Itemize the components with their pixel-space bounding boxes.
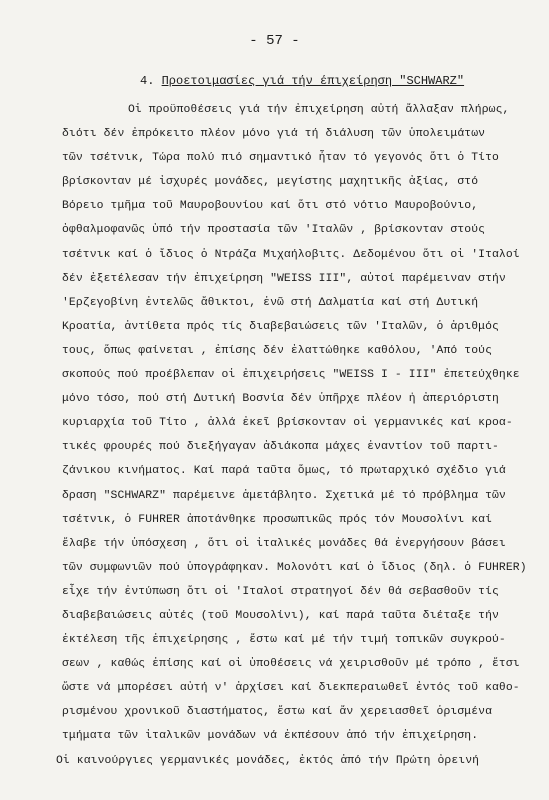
- text-line: διότι δέν ἐπρόκειτο πλέον μόνο γιά τή διάλυση τῶν ὑπολειμάτων: [62, 128, 486, 141]
- text-line: σεων , καθώς ἐπίσης καί οἱ ὑποθέσεις νά χειρισθοῦν μέ τρόπο , ἔτσι: [62, 658, 520, 671]
- section-heading: [140, 74, 464, 88]
- section-index: 4.: [140, 74, 155, 88]
- text-line: Βόρειο τμῆμα τοῦ Μαυροβουνίου καί ὅτι στό νότιο Μαυροβούνιο,: [62, 200, 479, 213]
- text-line: ἐκτέλεση τῆς ἐπιχείρησης , ἔστω καί μέ τήν τιμή τοπικῶν συγκρού-: [62, 634, 506, 647]
- section-title: Προετοιμασίες γιά τήν έπιχείρηση "SCHWARZ": [161, 74, 465, 88]
- text-line: μόνο τόσο, πού στή Δυτική Βοσνία δέν ὑπῆρχε πλέον ἡ ἀπεριόριστη: [62, 393, 499, 406]
- text-line: ἔλαβε τήν ὑπόσχεση , ὅτι οἱ ἰταλικές μονάδες θά ἐνεργήσουν βάσει: [62, 537, 506, 550]
- text-line: τῶν τσέτνικ, Τώρα πολύ πιό σημαντικό ἦταν τό γεγονός ὅτι ὁ Τίτο: [62, 152, 499, 165]
- text-line: τμήματα τῶν ἰταλικῶν μονάδων νά ἐκπέσουν ἀπό τήν ἐπιχείρηση.: [62, 730, 479, 743]
- text-line: ὀφθαλμοφανῶς ὑπό τήν προστασία τῶν 'Ιταλῶν , βρίσκονταν στούς: [62, 224, 486, 237]
- text-line: ζάνικου κινήματος. Καί παρά ταῦτα ὅμως, τό πρωταρχικό σχέδιο γιά: [62, 465, 506, 478]
- text-line: Κροατία, ἀντίθετα πρός τίς διαβεβαιώσεις τῶν 'Ιταλῶν, ὁ ἀριθμός: [62, 320, 499, 333]
- text-line: ὥστε νά μπορέσει αὐτή ν' ἀρχίσει καί διεκπεραιωθεῖ ἐντός τοῦ καθο-: [62, 682, 520, 695]
- text-line: δραση "SCHWARZ" παρέμεινε ἀμετάβλητο. Σχετικά μέ τό πρόβλημα τῶν: [62, 489, 506, 502]
- text-line: κυριαρχία τοῦ Τίτο , ἀλλά ἐκεῖ βρίσκονταν οἱ γερμανικές καί κροα-: [62, 417, 513, 430]
- text-line: εἶχε τήν ἐντύπωση ὅτι οἱ 'Ιταλοί στρατηγοί δέν θά σεβασθοῦν τίς: [62, 585, 499, 598]
- text-line: 'Ερζεγοβίνη ἐντελῶς ἄθικτοι, ἐνῶ στή Δαλματία καί στή Δυτική: [62, 296, 479, 309]
- text-line: τσέτνικ καί ὁ ἴδιος ὁ Ντράζα Μιχαήλοβιτς. Δεδομένου ὅτι οἱ 'Ιταλοί: [62, 248, 520, 261]
- text-line: τσέτνικ, ὁ FUHRER ἀποτάνθηκε προσωπικῶς πρός τόν Μουσολίνι καί: [62, 513, 493, 526]
- text-line: τῶν συμφωνιῶν πού ὑπογράφηκαν. Μολονότι καί ὁ ἴδιος (δηλ. ὁ FUHRER): [62, 561, 527, 574]
- text-line: σκοπούς πού προέβλεπαν οἱ ἐπιχειρήσεις "WEISS I - III" ἐπετεύχθηκε: [62, 369, 520, 382]
- text-line: Οἱ καινούργιες γερμανικές μονάδες, ἐκτός ἀπό τήν Πρώτη ὀρεινή: [56, 754, 480, 767]
- text-line: Οἱ προϋποθέσεις γιά τήν ἐπιχείρηση αὐτή ἄλλαξαν πλήρως,: [128, 104, 510, 116]
- text-line: ρισμένου χρονικοῦ διαστήματος, ἔστω καί ἄν χερειασθεῖ ὁρισμένα: [62, 706, 493, 719]
- text-line: δέν ἐξετέλεσαν τήν ἐπιχείρηση "WEISS III", αὐτοί παρέμειναν στήν: [62, 272, 506, 285]
- text-line: τικές φρουρές πού διεξήγαγαν ἀδιάκοπα μάχες ἐναντίον τοῦ παρτι-: [62, 441, 499, 454]
- page-number: - 57 -: [249, 33, 300, 49]
- body-text: [56, 98, 542, 773]
- text-line: βρίσκονταν μέ ἰσχυρές μονάδες, μεγίστης μαχητικῆς ἀξίας, στό: [62, 176, 479, 189]
- text-line: διαβεβαιώσεις αὐτές (τοῦ Μουσολίνι), καί παρά ταῦτα διέταξε τήν: [62, 609, 499, 622]
- text-line: τους, ὅπως φαίνεται , ἐπίσης δέν ἐλαττώθηκε καθόλου, 'Από τούς: [62, 344, 493, 357]
